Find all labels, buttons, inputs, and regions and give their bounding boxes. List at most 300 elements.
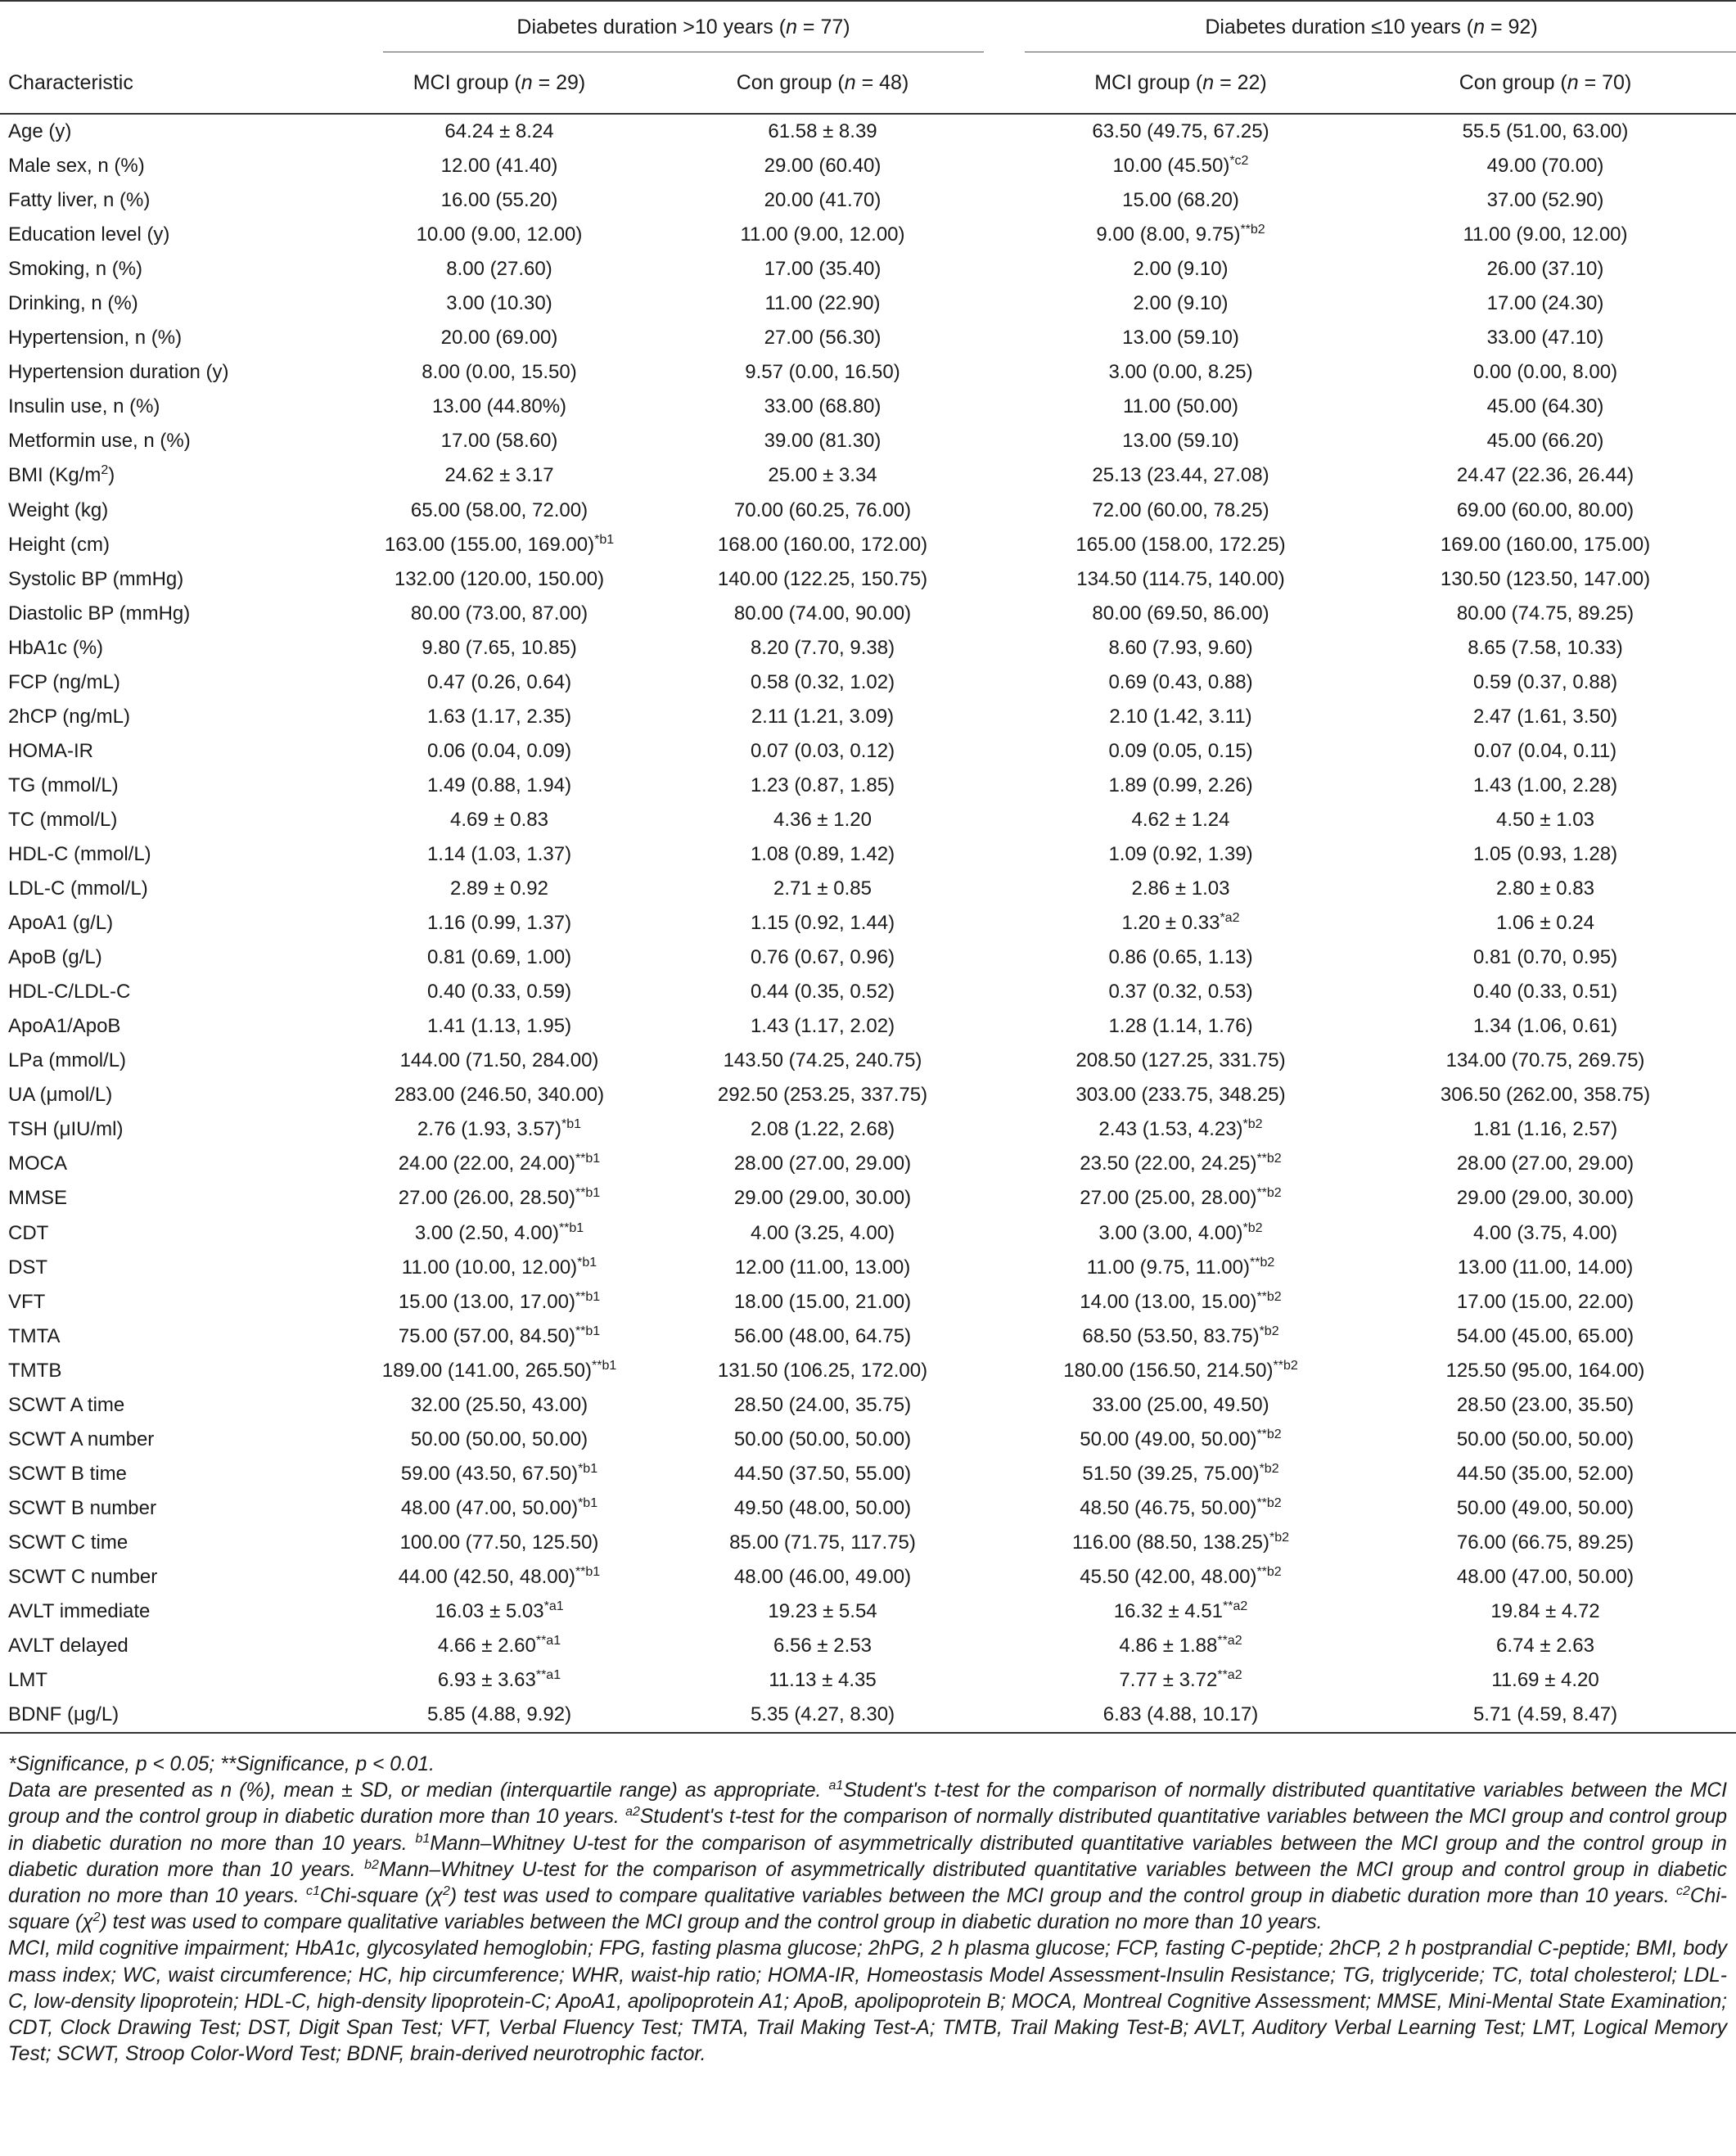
table-cell: 70.00 (60.25, 76.00) — [733, 498, 912, 521]
significance-marker: *a1 — [543, 1599, 564, 1614]
table-cell: 39.00 (81.30) — [764, 430, 882, 453]
row-label: TG (mmol/L) — [8, 774, 119, 796]
table-cell: 85.00 (71.75, 117.75) — [729, 1531, 916, 1554]
table-cell: 2.08 (1.22, 2.68) — [750, 1118, 895, 1141]
table-row — [0, 872, 1736, 906]
n-variable: n — [844, 70, 856, 94]
table-cell: 11.00 (22.90) — [764, 292, 881, 315]
table-row — [0, 424, 1736, 458]
table-cell: 306.50 (262.00, 358.75) — [1440, 1084, 1651, 1107]
table-row — [0, 665, 1736, 700]
table-cell: 1.06 ± 0.24 — [1496, 912, 1594, 935]
table-footnotes — [8, 1752, 1727, 2068]
significance-marker: **b2 — [1256, 1495, 1282, 1510]
table-cell: 25.00 ± 3.34 — [768, 464, 877, 487]
table-cell: 0.58 (0.32, 1.02) — [750, 670, 895, 693]
table-cell: 13.00 (11.00, 14.00) — [1457, 1256, 1634, 1279]
table-cell: 2.11 (1.21, 3.09) — [751, 705, 895, 728]
characteristic-header: Characteristic — [0, 52, 360, 114]
significance-marker: **b1 — [575, 1289, 601, 1304]
table-cell: 24.62 ± 3.17 — [444, 464, 554, 487]
table-cell: 180.00 (156.50, 214.50)$^{**b2}$ — [1063, 1358, 1298, 1382]
table-row — [0, 528, 1736, 562]
significance-marker: **a2 — [1217, 1668, 1242, 1683]
table-cell: 144.00 (71.50, 284.00) — [399, 1049, 599, 1072]
table-cell: 44.50 (37.50, 55.00) — [733, 1462, 912, 1485]
table-cell: 45.50 (42.00, 48.00)$^{**b2}$ — [1080, 1564, 1282, 1588]
significance-marker: *b2 — [1242, 1220, 1263, 1235]
table-cell: 4.69 ± 0.83 — [450, 808, 548, 831]
table-cell: 15.00 (13.00, 17.00)$^{**b1}$ — [398, 1289, 601, 1313]
table-cell: 27.00 (26.00, 28.50)$^{**b1}$ — [398, 1186, 601, 1210]
table-cell: 20.00 (41.70) — [764, 189, 882, 212]
table-cell: 2.80 ± 0.83 — [1496, 877, 1594, 900]
footnote-marker: 2 — [443, 1884, 450, 1899]
significance-marker: *c2 — [1229, 154, 1249, 169]
column-header-con-long: Con group (n = 48) — [638, 52, 1007, 114]
table-cell: 1.34 (1.06, 0.61) — [1472, 1015, 1618, 1038]
table-cell: 17.00 (58.60) — [440, 430, 558, 453]
table-cell: 69.00 (60.00, 80.00) — [1456, 498, 1635, 521]
table-cell: 4.00 (3.75, 4.00) — [1472, 1221, 1618, 1244]
significance-marker: *b1 — [594, 532, 615, 547]
significance-marker: **a2 — [1223, 1599, 1248, 1614]
table-row — [0, 837, 1736, 872]
table-cell: 63.50 (49.75, 67.25) — [1092, 120, 1269, 143]
table-cell: 0.47 (0.26, 0.64) — [426, 670, 572, 693]
table-cell: 80.00 (74.00, 90.00) — [733, 602, 912, 625]
table-cell: 17.00 (24.30) — [1486, 292, 1604, 315]
table-cell: 125.50 (95.00, 164.00) — [1445, 1359, 1645, 1382]
n-variable: n — [1202, 70, 1215, 94]
table-row — [0, 1216, 1736, 1251]
table-cell: 0.06 (0.04, 0.09) — [426, 739, 572, 762]
table-row — [0, 1181, 1736, 1216]
row-label: UA (μmol/L) — [8, 1084, 113, 1107]
table-row — [0, 355, 1736, 390]
table-cell: 2.89 ± 0.92 — [450, 877, 548, 900]
table-cell: 80.00 (73.00, 87.00) — [410, 602, 588, 625]
table-cell: 292.50 (253.25, 337.75) — [717, 1084, 928, 1107]
table-cell: $4.86 \pm 1.88^{**a2}$ — [1119, 1634, 1242, 1658]
table-cell: 8.60 (7.93, 9.60) — [1108, 636, 1253, 659]
table-cell: 2.43 (1.53, 4.23)$^{*b2}$ — [1098, 1117, 1263, 1141]
table-cell: 0.81 (0.69, 1.00) — [426, 946, 572, 969]
table-cell: 13.00 (59.10) — [1122, 430, 1239, 453]
row-label: Systolic BP (mmHg) — [8, 567, 184, 590]
table-cell: 49.00 (70.00) — [1486, 155, 1604, 178]
table-cell: 51.50 (39.25, 75.00)$^{*b2}$ — [1082, 1461, 1279, 1485]
table-cell: 5.85 (4.88, 9.92) — [360, 1698, 638, 1733]
footnote-marker: b2 — [364, 1857, 379, 1872]
table-cell: 80.00 (69.50, 86.00) — [1092, 602, 1269, 625]
table-cell: 4.62 ± 1.24 — [1131, 808, 1230, 831]
table-cell: 56.00 (48.00, 64.75) — [733, 1324, 912, 1347]
table-cell: 10.00 $(45.50)^{*c2}$ — [1112, 154, 1249, 178]
row-label: Metformin use, n (%) — [8, 430, 191, 453]
significance-marker: *b1 — [577, 1255, 597, 1270]
row-label: FCP (ng/mL) — [8, 670, 120, 693]
table-cell: 0.07 (0.03, 0.12) — [750, 739, 895, 762]
row-label: Drinking, n (%) — [8, 292, 138, 315]
table-cell: 3.00 (10.30) — [446, 292, 552, 315]
table-cell: $16.32 \pm 4.51^{**a2}$ — [1113, 1599, 1248, 1623]
table-cell: 2.47 (1.61, 3.50) — [1472, 705, 1618, 728]
table-cell: 61.58 ± 8.39 — [768, 120, 877, 143]
table-cell: 4.36 ± 1.20 — [773, 808, 872, 831]
table-cell: 0.76 (0.67, 0.96) — [750, 946, 895, 969]
significance-marker: **b2 — [1256, 1289, 1282, 1304]
table-cell: 17.00 (15.00, 22.00) — [1456, 1290, 1635, 1313]
footnote-marker: a2 — [625, 1805, 640, 1820]
row-label: TC (mmol/L) — [8, 808, 118, 831]
table-cell: 4.00 (3.25, 4.00) — [750, 1221, 895, 1244]
footnote-marker: 2 — [92, 1910, 101, 1925]
table-cell: $1.20 \pm 0.33^{*a2}$ — [1121, 911, 1240, 935]
table-row — [0, 1354, 1736, 1388]
table-cell: 6.56 ± 2.53 — [773, 1635, 872, 1658]
footnote-significance: *Significance, p < 0.05; **Significance, p < 0.01. — [8, 1753, 435, 1775]
table-cell: 29.00 (29.00, 30.00) — [1456, 1187, 1635, 1210]
table-cell: 165.00 (158.00, 172.25) — [1075, 533, 1286, 556]
table-cell: 1.89 (0.99, 2.26) — [1108, 774, 1253, 796]
table-row — [0, 769, 1736, 803]
table-cell: 11.00 (9.00, 12.00) — [740, 223, 905, 246]
table-cell: 0.00 (0.00, 8.00) — [1472, 361, 1618, 384]
table-cell: 8.00 (27.60) — [446, 258, 552, 281]
table-cell: 23.50 (22.00, 24.25)$^{**b2}$ — [1080, 1152, 1282, 1175]
table-cell: 13.00 (44.80%) — [431, 395, 567, 418]
table-cell: 14.00 (13.00, 15.00)$^{**b2}$ — [1080, 1289, 1282, 1313]
table-cell: 11.69 ± 4.20 — [1491, 1669, 1599, 1692]
table-cell: 0.69 (0.43, 0.88) — [1108, 670, 1253, 693]
row-label: SCWT B number — [8, 1496, 156, 1519]
table-cell: 33.00 (25.00, 49.50) — [1092, 1393, 1269, 1416]
table-cell: 169.00 (160.00, 175.00) — [1440, 533, 1651, 556]
row-label: SCWT C number — [8, 1565, 158, 1588]
table-cell: 24.00 (22.00, 24.00)$^{**b1}$ — [398, 1152, 601, 1175]
table-cell: 208.50 (127.25, 331.75) — [1075, 1049, 1286, 1072]
table-cell: 4.50 ± 1.03 — [1496, 808, 1594, 831]
row-label: MOCA — [8, 1152, 67, 1175]
significance-marker: **a1 — [535, 1634, 561, 1649]
group-header-row — [0, 2, 1736, 52]
table-cell: 75.00 (57.00, 84.50)$^{**b1}$ — [398, 1324, 601, 1347]
table-cell: 1.15 (0.92, 1.44) — [750, 912, 895, 935]
table-cell: 19.84 ± 4.72 — [1490, 1600, 1600, 1623]
row-label: SCWT A time — [8, 1393, 125, 1416]
table-cell: 64.24 ± 8.24 — [444, 120, 554, 143]
table-row — [0, 218, 1736, 252]
table-cell: 1.05 (0.93, 1.28) — [1472, 843, 1618, 865]
row-label: Hypertension duration (y) — [8, 361, 229, 384]
table-cell: $16.03 \pm 5.03^{*a1}$ — [435, 1599, 564, 1623]
table-row — [0, 1594, 1736, 1629]
table-row — [0, 114, 1736, 149]
table-cell: 27.00 (56.30) — [764, 327, 882, 350]
table-row — [0, 1388, 1736, 1423]
table-row — [0, 1457, 1736, 1491]
table-cell: 8.20 (7.70, 9.38) — [750, 636, 895, 659]
table-cell: 15.00 (68.20) — [1122, 189, 1239, 212]
table-row — [0, 940, 1736, 975]
significance-marker: *b1 — [561, 1117, 582, 1132]
table-cell: 44.50 (35.00, 52.00) — [1456, 1462, 1635, 1485]
significance-marker: **b2 — [1240, 223, 1265, 237]
significance-marker: *b2 — [1269, 1530, 1290, 1545]
table-cell: 2.10 (1.42, 3.11) — [1109, 705, 1252, 728]
table-cell: 50.00 (49.00, 50.00) — [1456, 1496, 1635, 1519]
table-row — [0, 700, 1736, 734]
significance-marker: *b2 — [1259, 1324, 1279, 1338]
table-cell: 189.00 (141.00, 265.50)$^{**b1}$ — [381, 1358, 617, 1382]
table-cell: 2.00 (9.10) — [1133, 292, 1229, 315]
table-cell: 9.80 (7.65, 10.85) — [422, 636, 577, 659]
row-label: SCWT B time — [8, 1462, 127, 1485]
table-cell: 25.13 (23.44, 27.08) — [1092, 464, 1269, 487]
table-row — [0, 1491, 1736, 1526]
table-cell: 19.23 ± 5.54 — [768, 1600, 877, 1623]
table-cell: 2.76 (1.93, 3.57)$^{*b1}$ — [417, 1117, 582, 1141]
table-cell: 11.00 (50.00) — [1123, 395, 1238, 418]
footnote-marker: c2 — [1675, 1884, 1690, 1899]
table-cell: 1.14 (1.03, 1.37) — [426, 843, 572, 865]
table-cell: 8.00 (0.00, 15.50) — [422, 361, 577, 384]
table-cell: 32.00 (25.50, 43.00) — [410, 1393, 588, 1416]
significance-marker: **b2 — [1250, 1255, 1275, 1270]
row-label: ApoB (g/L) — [8, 946, 102, 969]
table-row — [0, 1629, 1736, 1663]
table-row — [0, 1112, 1736, 1147]
table-cell: 13.00 (59.10) — [1122, 327, 1239, 350]
n-variable: n — [786, 15, 797, 38]
table-cell: 55.5 (51.00, 63.00) — [1462, 120, 1629, 143]
table-cell: 134.50 (114.75, 140.00) — [1076, 567, 1285, 590]
row-label: SCWT A number — [8, 1428, 155, 1450]
table-cell: 10.00 (9.00, 12.00) — [416, 223, 583, 246]
table-cell: 0.86 (0.65, 1.13) — [1108, 946, 1253, 969]
row-label: LPa (mmol/L) — [8, 1049, 127, 1072]
table-cell: 0.40 (0.33, 0.51) — [1472, 981, 1618, 1004]
table-cell: 50.00 (49.00, 50.00)$^{**b2}$ — [1080, 1427, 1282, 1450]
table-cell: 3.00 (3.00, 4.00)$^{*b2}$ — [1098, 1220, 1263, 1244]
table-cell: 45.00 (66.20) — [1486, 430, 1604, 453]
significance-marker: **a1 — [535, 1668, 561, 1683]
column-header-con-short: Con group (n = 70) — [1355, 52, 1736, 114]
table-cell: 8.65 (7.58, 10.33) — [1468, 636, 1623, 659]
row-label: TMTB — [8, 1359, 62, 1382]
table-cell: 26.00 (37.10) — [1486, 258, 1604, 281]
significance-marker: **a2 — [1217, 1634, 1242, 1649]
table-cell: 1.43 (1.00, 2.28) — [1472, 774, 1618, 796]
row-label: Age (y) — [8, 120, 72, 143]
table-cell: 28.00 (27.00, 29.00) — [1456, 1152, 1635, 1175]
table-row — [0, 286, 1736, 321]
significance-marker: *b2 — [1242, 1117, 1263, 1132]
table-cell: $6.93 \pm 3.63^{**a1}$ — [437, 1668, 561, 1692]
table-cell: $4.66 \pm 2.60^{**a1}$ — [437, 1634, 561, 1658]
row-label: DST — [8, 1256, 47, 1279]
table-cell: 11.00 (10.00, 12.00)$^{*b1}$ — [401, 1255, 597, 1279]
table-cell: 37.00 (52.90) — [1486, 189, 1604, 212]
table-cell: 1.81 (1.16, 2.57) — [1472, 1118, 1618, 1141]
table-cell: 33.00 (68.80) — [764, 395, 882, 418]
table-cell: 303.00 (233.75, 348.25) — [1075, 1084, 1286, 1107]
table-cell: 1.63 (1.17, 2.35) — [426, 705, 572, 728]
table-cell: 33.00 (47.10) — [1486, 327, 1604, 350]
row-label: HbA1c (%) — [8, 636, 104, 659]
significance-marker: **b2 — [1256, 1186, 1282, 1201]
table-cell: 131.50 (106.25, 172.00) — [717, 1359, 928, 1382]
table-cell: 132.00 (120.00, 150.00) — [394, 567, 605, 590]
footnote-marker: b1 — [415, 1831, 431, 1846]
row-label: SCWT C time — [8, 1531, 129, 1554]
table-cell: 1.43 (1.17, 2.02) — [750, 1015, 895, 1038]
row-label: ApoA1 (g/L) — [8, 912, 114, 935]
n-variable: n — [1567, 70, 1579, 94]
column-header-mci-short: MCI group (n = 22) — [1007, 52, 1355, 114]
significance-marker: *b1 — [578, 1495, 598, 1510]
footnote-marker: c1 — [305, 1884, 320, 1899]
table-cell: 48.00 (46.00, 49.00) — [733, 1565, 912, 1588]
table-row — [0, 149, 1736, 183]
significance-marker: **b2 — [1256, 1427, 1282, 1441]
table-row — [0, 1251, 1736, 1285]
table-cell: 5.35 (4.27, 8.30) — [638, 1698, 1007, 1733]
row-label: Smoking, n (%) — [8, 258, 143, 281]
row-label: 2hCP (ng/mL) — [8, 705, 130, 728]
table-cell: 2.71 ± 0.85 — [773, 877, 872, 900]
row-label: TMTA — [8, 1324, 61, 1347]
row-label: HOMA-IR — [8, 739, 93, 762]
row-label: Hypertension, n (%) — [8, 327, 183, 350]
table-cell: 2.86 ± 1.03 — [1131, 877, 1230, 900]
table-cell: 283.00 (246.50, 340.00) — [394, 1084, 605, 1107]
table-row — [0, 494, 1736, 528]
table-row — [0, 1147, 1736, 1181]
table-cell: 1.09 (0.92, 1.39) — [1108, 843, 1253, 865]
table-cell: 1.16 (0.99, 1.37) — [426, 912, 572, 935]
row-label: Insulin use, n (%) — [8, 395, 160, 418]
footnote-marker: a1 — [828, 1779, 844, 1793]
table-cell: 0.81 (0.70, 0.95) — [1472, 946, 1618, 969]
table-cell: 50.00 (50.00, 50.00) — [1456, 1428, 1635, 1450]
table-cell: 0.44 (0.35, 0.52) — [750, 981, 895, 1004]
table-row — [0, 321, 1736, 355]
group-header-short-duration: Diabetes duration ≤10 years (n = 92) — [1007, 2, 1736, 52]
table-cell: 143.50 (74.25, 240.75) — [723, 1049, 922, 1072]
table-cell: 0.59 (0.37, 0.88) — [1472, 670, 1618, 693]
table-cell: 54.00 (45.00, 65.00) — [1456, 1324, 1635, 1347]
table-cell: 134.00 (70.75, 269.75) — [1445, 1049, 1645, 1072]
table-cell: 50.00 (50.00, 50.00) — [410, 1428, 588, 1450]
table-row — [0, 597, 1736, 631]
row-label: Weight (kg) — [8, 498, 109, 521]
row-label: HDL-C/LDL-C — [8, 981, 131, 1004]
row-label: CDT — [8, 1221, 49, 1244]
table-row — [0, 734, 1736, 769]
table-cell: 17.00 (35.40) — [764, 258, 882, 281]
table-cell: 100.00 (77.50, 125.50) — [399, 1531, 599, 1554]
significance-marker: *b2 — [1259, 1461, 1279, 1476]
table-cell: 3.00 (0.00, 8.25) — [1108, 361, 1253, 384]
superscript: 2 — [101, 463, 109, 478]
table-cell: 1.49 (0.88, 1.94) — [426, 774, 572, 796]
table-cell: 68.50 (53.50, 83.75)$^{*b2}$ — [1082, 1324, 1279, 1347]
table-cell: 0.09 (0.05, 0.15) — [1108, 739, 1253, 762]
row-label: LDL-C (mmol/L) — [8, 877, 148, 900]
table-cell: 48.00 (47.00, 50.00)$^{*b1}$ — [400, 1495, 598, 1519]
row-label: LMT — [8, 1669, 47, 1692]
row-label: HDL-C (mmol/L) — [8, 843, 151, 865]
table-cell: 28.50 (24.00, 35.75) — [733, 1393, 912, 1416]
table-cell: 11.00 (9.00, 12.00) — [1463, 223, 1628, 246]
table-cell: 28.00 (27.00, 29.00) — [733, 1152, 912, 1175]
table-cell: 80.00 (74.75, 89.25) — [1456, 602, 1635, 625]
table-cell: 1.41 (1.13, 1.95) — [426, 1015, 572, 1038]
row-label: ApoA1/ApoB — [8, 1015, 121, 1038]
row-label: Education level (y) — [8, 223, 170, 246]
table-cell: 130.50 (123.50, 147.00) — [1440, 567, 1651, 590]
significance-marker: *b1 — [578, 1461, 598, 1476]
table-row — [0, 1526, 1736, 1560]
row-label: Height (cm) — [8, 533, 110, 556]
table-cell: 29.00 (29.00, 30.00) — [733, 1187, 912, 1210]
significance-marker: **b1 — [575, 1564, 601, 1579]
table-cell: 45.00 (64.30) — [1486, 395, 1604, 418]
table-cell: 11.13 ± 4.35 — [769, 1669, 877, 1692]
significance-marker: **b1 — [575, 1152, 601, 1166]
table-cell: 1.23 (0.87, 1.85) — [750, 774, 895, 796]
row-label: AVLT immediate — [8, 1600, 151, 1623]
table-cell: 6.83 (4.88, 10.17) — [1007, 1698, 1355, 1733]
table-cell: 116.00 (88.50, 138.25)$^{*b2}$ — [1071, 1530, 1290, 1554]
significance-marker: **b1 — [591, 1358, 617, 1373]
table-cell: 9.00 (8.00, 9.75)$^{**b2}$ — [1096, 223, 1265, 246]
table-cell: 6.74 ± 2.63 — [1496, 1635, 1594, 1658]
table-cell: 12.00 (11.00, 13.00) — [734, 1256, 911, 1279]
significance-marker: **b2 — [1273, 1358, 1298, 1373]
table-cell: 140.00 (122.25, 150.75) — [717, 567, 928, 590]
footnote-data-note: Data are presented as n (%), mean ± SD, or median (interquartile range) as appropriate. $^{a1}$Student's t-test for the comparison of normally distributed quantitative variables between the MCI group and the control group in diabetic duration more than 10 years. $^{a2}$Student's t-test for the comparison of normally distributed quantitative variables between the MCI group and control group in diabetic duration no more than 10 years. $^{b1}$Mann–Whitney U-test for the comparison of asymmetrically distributed quantitative variables between the MCI group and the control group in diabetic duration more than 10 years. $^{b2}$Mann–Whitney U-test for the comparison of asymmetrically distributed quantitative variables between the MCI group and control group in diabetic duration no more than 10 years. $^{c1}$Chi-square $(\chi^2)$ test was used to compare qualitative variables between the MCI group and the control group in diabetic duration more than 10 years. $^{c2}$Chi-square $(\chi^2)$ test was used to compare qualitative variables between the MCI group and the control group in diabetic duration no more than 10 years. — [8, 1779, 1728, 1934]
table-cell: 49.50 (48.00, 50.00) — [733, 1496, 912, 1519]
table-cell: 12.00 (41.40) — [440, 155, 558, 178]
table-cell: 27.00 (25.00, 28.00)$^{**b2}$ — [1080, 1186, 1282, 1210]
row-label: Fatty liver, n (%) — [8, 189, 151, 212]
table-cell: 20.00 (69.00) — [440, 327, 558, 350]
table-row — [0, 803, 1736, 837]
table-row — [0, 1560, 1736, 1594]
table-cell: 76.00 (66.75, 89.25) — [1456, 1531, 1635, 1554]
significance-marker: **b2 — [1256, 1564, 1282, 1579]
table-cell: 18.00 (15.00, 21.00) — [733, 1290, 912, 1313]
significance-marker: **b2 — [1256, 1152, 1282, 1166]
table-cell: 29.00 (60.40) — [764, 155, 882, 178]
table-cell: 2.00 (9.10) — [1133, 258, 1229, 281]
table-row — [0, 390, 1736, 424]
significance-marker: **b1 — [558, 1220, 584, 1235]
column-header-mci-long: MCI group (n = 29) — [360, 52, 638, 114]
table-row — [0, 975, 1736, 1009]
table-cell: 16.00 (55.20) — [440, 189, 558, 212]
n-variable: n — [521, 70, 533, 94]
row-label: Male sex, n (%) — [8, 155, 145, 178]
table-row — [0, 631, 1736, 665]
footnote-abbreviations: MCI, mild cognitive impairment; HbA1c, glycosylated hemoglobin; FPG, fasting plasma glucose; 2hPG, 2 h plasma glucose; FCP, fasting C-peptide; 2hCP, 2 h postprandial C-peptide; BMI, body mass index; WC, waist circumference; HC, hip circumference; WHR, waist-hip ratio; HOMA-IR, Homeostasis Model Assessment-Insulin Resistance; TG, triglyceride; TC, total cholesterol; LDL-C, low-density lipoprotein; HDL-C, high-density lipoprotein-C; ApoA1, apolipoprotein A1; ApoB, apolipoprotein B; MOCA, Montreal Cognitive Assessment; MMSE, Mini-Mental State Examination; CDT, Clock Drawing Test; DST, Digit Span Test; VFT, Verbal Fluency Test; TMTA, Trail Making Test-A; TMTB, Trail Making Test-B; AVLT, Auditory Verbal Learning Test; LMT, Logical Memory Test; SCWT, Stroop Color-Word Test; BDNF, brain-derived neurotrophic factor. — [8, 1937, 1727, 2066]
significance-marker: *a2 — [1220, 911, 1240, 926]
table-cell: 9.57 (0.00, 16.50) — [745, 361, 900, 384]
table-row — [0, 252, 1736, 286]
